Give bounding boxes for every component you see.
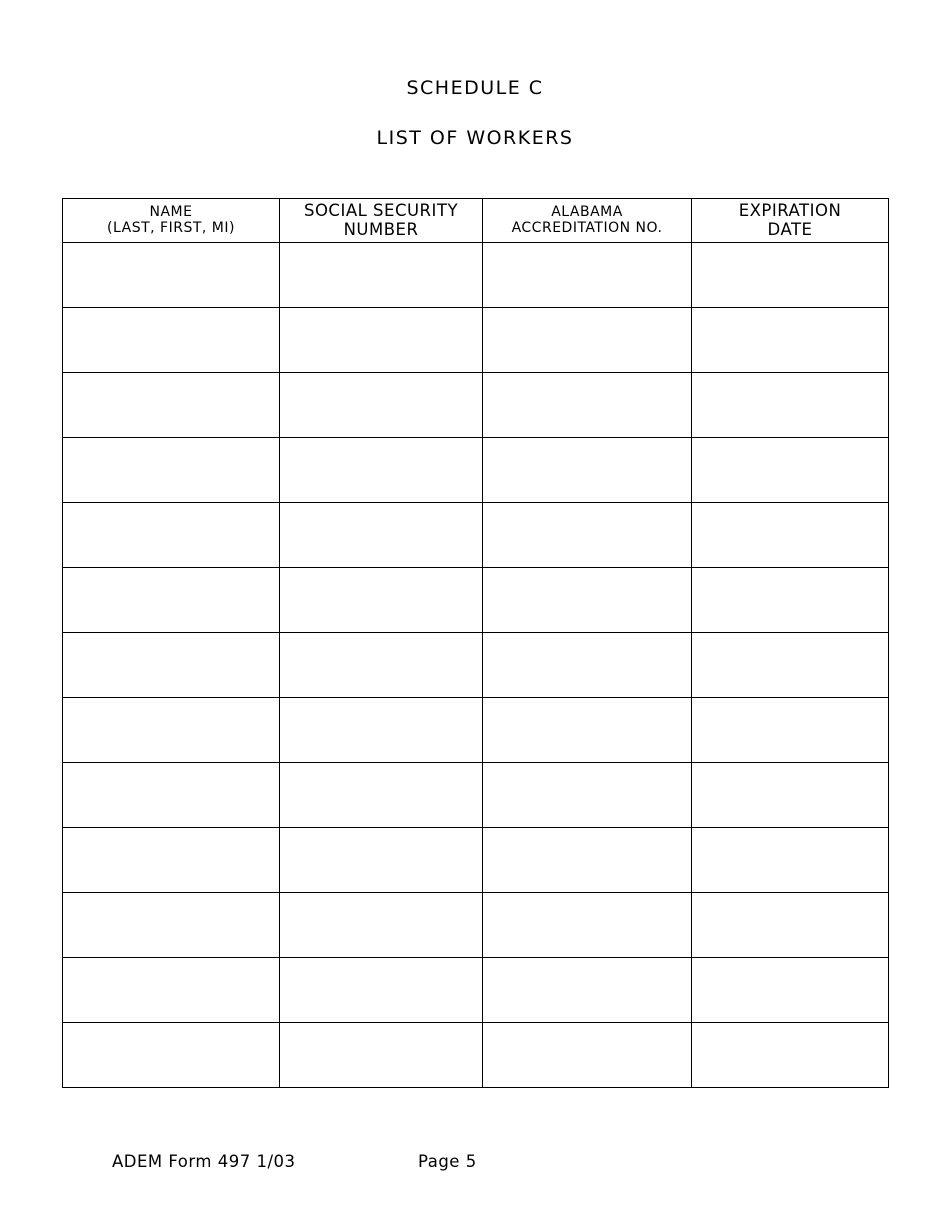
workers-table <box>62 198 889 1088</box>
cell-ssn[interactable] <box>280 438 483 503</box>
page-number: Page 5 <box>418 1152 477 1171</box>
cell-ssn[interactable] <box>280 308 483 373</box>
cell-expiration[interactable] <box>692 698 889 763</box>
cell-accreditation[interactable] <box>483 568 692 633</box>
cell-expiration[interactable] <box>692 243 889 308</box>
cell-accreditation[interactable] <box>483 373 692 438</box>
header-row <box>63 199 889 243</box>
table-row <box>63 438 889 503</box>
table-row <box>63 308 889 373</box>
cell-name[interactable] <box>63 763 280 828</box>
cell-accreditation[interactable] <box>483 438 692 503</box>
cell-accreditation[interactable] <box>483 828 692 893</box>
cell-name[interactable] <box>63 243 280 308</box>
cell-expiration[interactable] <box>692 958 889 1023</box>
cell-accreditation[interactable] <box>483 893 692 958</box>
cell-expiration[interactable] <box>692 828 889 893</box>
header-name-line2: (LAST, FIRST, MI) <box>107 219 235 236</box>
table-row <box>63 893 889 958</box>
cell-name[interactable] <box>63 698 280 763</box>
cell-expiration[interactable] <box>692 568 889 633</box>
header-expiration-line2: DATE <box>767 219 813 239</box>
cell-ssn[interactable] <box>280 568 483 633</box>
cell-name[interactable] <box>63 1023 280 1088</box>
table-row <box>63 958 889 1023</box>
cell-expiration[interactable] <box>692 503 889 568</box>
cell-ssn[interactable] <box>280 1023 483 1088</box>
header-accreditation-line2: ACCREDITATION NO. <box>511 219 663 236</box>
header-ssn-line2: NUMBER <box>343 219 419 239</box>
table-row <box>63 243 889 308</box>
workers-table-body <box>63 243 889 1088</box>
table-row <box>63 763 889 828</box>
table-row <box>63 828 889 893</box>
cell-name[interactable] <box>63 503 280 568</box>
table-row <box>63 503 889 568</box>
cell-name[interactable] <box>63 633 280 698</box>
cell-ssn[interactable] <box>280 373 483 438</box>
cell-ssn[interactable] <box>280 243 483 308</box>
cell-accreditation[interactable] <box>483 243 692 308</box>
cell-expiration[interactable] <box>692 633 889 698</box>
cell-accreditation[interactable] <box>483 308 692 373</box>
cell-accreditation[interactable] <box>483 1023 692 1088</box>
table-row <box>63 1023 889 1088</box>
cell-accreditation[interactable] <box>483 763 692 828</box>
header-expiration <box>692 199 889 243</box>
list-title: LIST OF WORKERS <box>376 127 574 149</box>
table-row <box>63 568 889 633</box>
cell-ssn[interactable] <box>280 503 483 568</box>
table-row <box>63 633 889 698</box>
header-accreditation-line1: ALABAMA <box>551 203 623 220</box>
cell-accreditation[interactable] <box>483 698 692 763</box>
cell-expiration[interactable] <box>692 893 889 958</box>
cell-ssn[interactable] <box>280 958 483 1023</box>
cell-name[interactable] <box>63 373 280 438</box>
cell-name[interactable] <box>63 438 280 503</box>
table-row <box>63 373 889 438</box>
cell-accreditation[interactable] <box>483 503 692 568</box>
cell-ssn[interactable] <box>280 828 483 893</box>
cell-name[interactable] <box>63 958 280 1023</box>
cell-accreditation[interactable] <box>483 958 692 1023</box>
schedule-title: SCHEDULE C <box>406 77 544 99</box>
header-name-line1: NAME <box>149 203 193 220</box>
cell-name[interactable] <box>63 568 280 633</box>
cell-expiration[interactable] <box>692 1023 889 1088</box>
header-name <box>63 199 280 243</box>
form-id: ADEM Form 497 1/03 <box>112 1152 296 1171</box>
cell-expiration[interactable] <box>692 373 889 438</box>
cell-name[interactable] <box>63 893 280 958</box>
cell-expiration[interactable] <box>692 308 889 373</box>
cell-expiration[interactable] <box>692 438 889 503</box>
cell-expiration[interactable] <box>692 763 889 828</box>
header-ssn <box>280 199 483 243</box>
header-ssn-line1: SOCIAL SECURITY <box>303 201 459 221</box>
cell-name[interactable] <box>63 308 280 373</box>
cell-ssn[interactable] <box>280 698 483 763</box>
cell-accreditation[interactable] <box>483 633 692 698</box>
cell-ssn[interactable] <box>280 633 483 698</box>
table-row <box>63 698 889 763</box>
cell-ssn[interactable] <box>280 893 483 958</box>
header-expiration-line1: EXPIRATION <box>738 201 842 221</box>
cell-name[interactable] <box>63 828 280 893</box>
cell-ssn[interactable] <box>280 763 483 828</box>
header-accreditation <box>483 199 692 243</box>
